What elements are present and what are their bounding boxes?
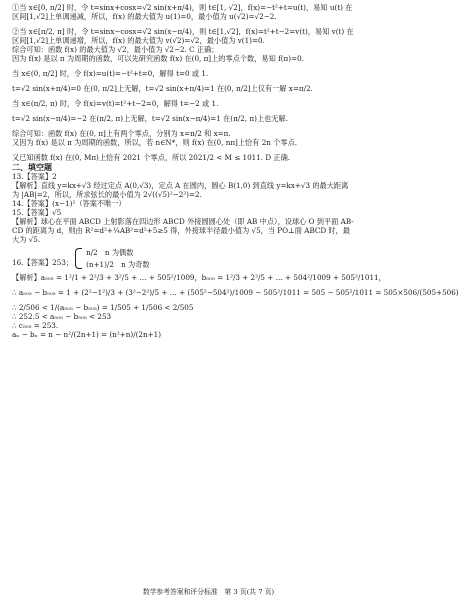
analysis-line: ∴ 2/506 < 1/(a₅₀₅ − b₅₀₅) = 1/505 + 1/506 < 2/505 (12, 303, 194, 312)
text-line: 当 x∈(π/2, π) 时，令 f(x)=v(t)=t²+t−2=0，解得 t=−2 或 1. (12, 99, 219, 108)
question-15 (12, 208, 407, 244)
text-line: 又已知函数 f(x) 在(0, Mπ)上恰有 2021 个零点，所以 2021/2 < M ≤ 1011. D 正确. (12, 153, 291, 162)
analysis-line: aₙ − bₙ = n − n²/(2n+1) = (n²+n)/(2n+1) (12, 330, 162, 339)
analysis-line: 大为 √5. (12, 235, 41, 244)
text-line: t=√2 sin(x−π/4)=−2 在(π/2, π)上无解，t=√2 sin(x−π/4)=1 在(π/2, π)上也无解. (12, 114, 288, 123)
analysis-line: 【解析】直线 y=kx+√3 经过定点 A(0,√3)，定点 A 在圆内，圆心 B(1,0) 到直线 y=kx+√3 的最大距离 (12, 181, 349, 190)
answer-line: 14.【答案】(x−1)²（答案不唯一） (12, 199, 126, 208)
text-line: 综合可知：函数 f(x) 在(0, π]上有两个零点，分别为 x=π/2 和 x=π. (12, 129, 231, 138)
analysis-line: ∴ 252.5 < a₅₀₅ − b₅₀₅ < 253 (12, 312, 112, 321)
text-line: 区间[1,√2]上单调递增，所以，f(x) 的最大值为 v(√2)=√2，最小值为 v(1)=0. (12, 36, 265, 45)
text-line: 综合可知：函数 f(x) 的最大值为 √2，最小值为 √2−2. C 正确； (12, 45, 219, 54)
text-line: 又因为 f(x) 是以 π 为周期的函数，所以，若 n∈N*，则 f(x) 在(0, nπ]上恰有 2n 个零点. (12, 138, 298, 147)
text-line: t=√2 sin(x+π/4)=0 在(0, π/2]上无解，t=√2 sin(x+π/4)=1 在(0, π/2]上仅有一解 x=π/2. (12, 84, 313, 93)
page-footer: 数学参考答案和评分标准 第 3 页(共 7 页) (142, 588, 275, 596)
text-line: 当 x∈(0, π/2] 时，令 f(x)=u(t)=−t²+t=0，解得 t=0 或 1. (12, 69, 209, 78)
answer-line: 16.【答案】253； (12, 258, 74, 267)
solution-top-block (12, 3, 407, 162)
analysis-line: 为 |AB|=2，所以，所求弦长的最小值为 2√((√5)²−2²)=2. (12, 190, 202, 199)
text-line: ②当 x∈[π/2, π] 时，令 t=sinx−cosx=√2 sin(x−π/4)，则 t∈[1,√2]，f(x)=t²+t−2=v(t)，易知 v(t) 在 (12, 27, 354, 36)
question-13 (12, 172, 407, 199)
analysis-line: 【解析】球心在平面 ABCD 上射影落在四边形 ABCD 外接圆圆心处（即 AB 中点），设球心 O 到平面 AB- (12, 217, 354, 226)
section-title: 二、填空题 (12, 162, 52, 172)
text-line: ①当 x∈[0, π/2] 时，令 t=sinx+cosx=√2 sin(x+π/4)，则 t∈[1, √2]，f(x)=−t²+t=u(t)，易知 u(t) 在 (12, 3, 353, 12)
analysis-line: ∴ a₅₀₅ − b₅₀₅ = 1 + (2²−1²)/3 + (3²−2²)/5 + … + (505²−504²)/1009 − 505²/1011 = 505 − 505²/1011 = 505×506/(505+506) (12, 288, 459, 297)
left-brace (75, 248, 82, 269)
question-16 (12, 248, 459, 339)
answer-line: 13.【答案】2 (12, 172, 57, 181)
analysis-line: CD 的距离为 d，则由 R²=d²+¼AB²=d²+5≥5 得，外接球半径最小值为 √5，当 PO⊥面 ABCD 时，最 (12, 226, 350, 235)
text-line: 因为 f(x) 是以 π 为周期的函数，可以先研究函数 f(x) 在(0, π]上的零点个数，易知 f(π)=0. (12, 54, 304, 63)
case-odd: (n+1)/2 n 为奇数 (86, 260, 150, 269)
case-even: n/2 n 为偶数 (86, 248, 134, 257)
piecewise-answer (12, 248, 407, 269)
analysis-line: 【解析】a₅₀₅ = 1²/1 + 2²/3 + 3²/5 + … + 505²/1009，b₅₀₅ = 1²/3 + 2²/5 + … + 504²/1009 + 505²/1011， (12, 273, 386, 282)
analysis-line: ∴ c₅₀₅ = 253. (12, 321, 59, 330)
answer-line: 15.【答案】√5 (12, 208, 62, 217)
text-line: 区间[1,√2]上单调递减，所以，f(x) 的最大值为 u(1)=0，最小值为 u(√2)=√2−2. (12, 12, 277, 21)
